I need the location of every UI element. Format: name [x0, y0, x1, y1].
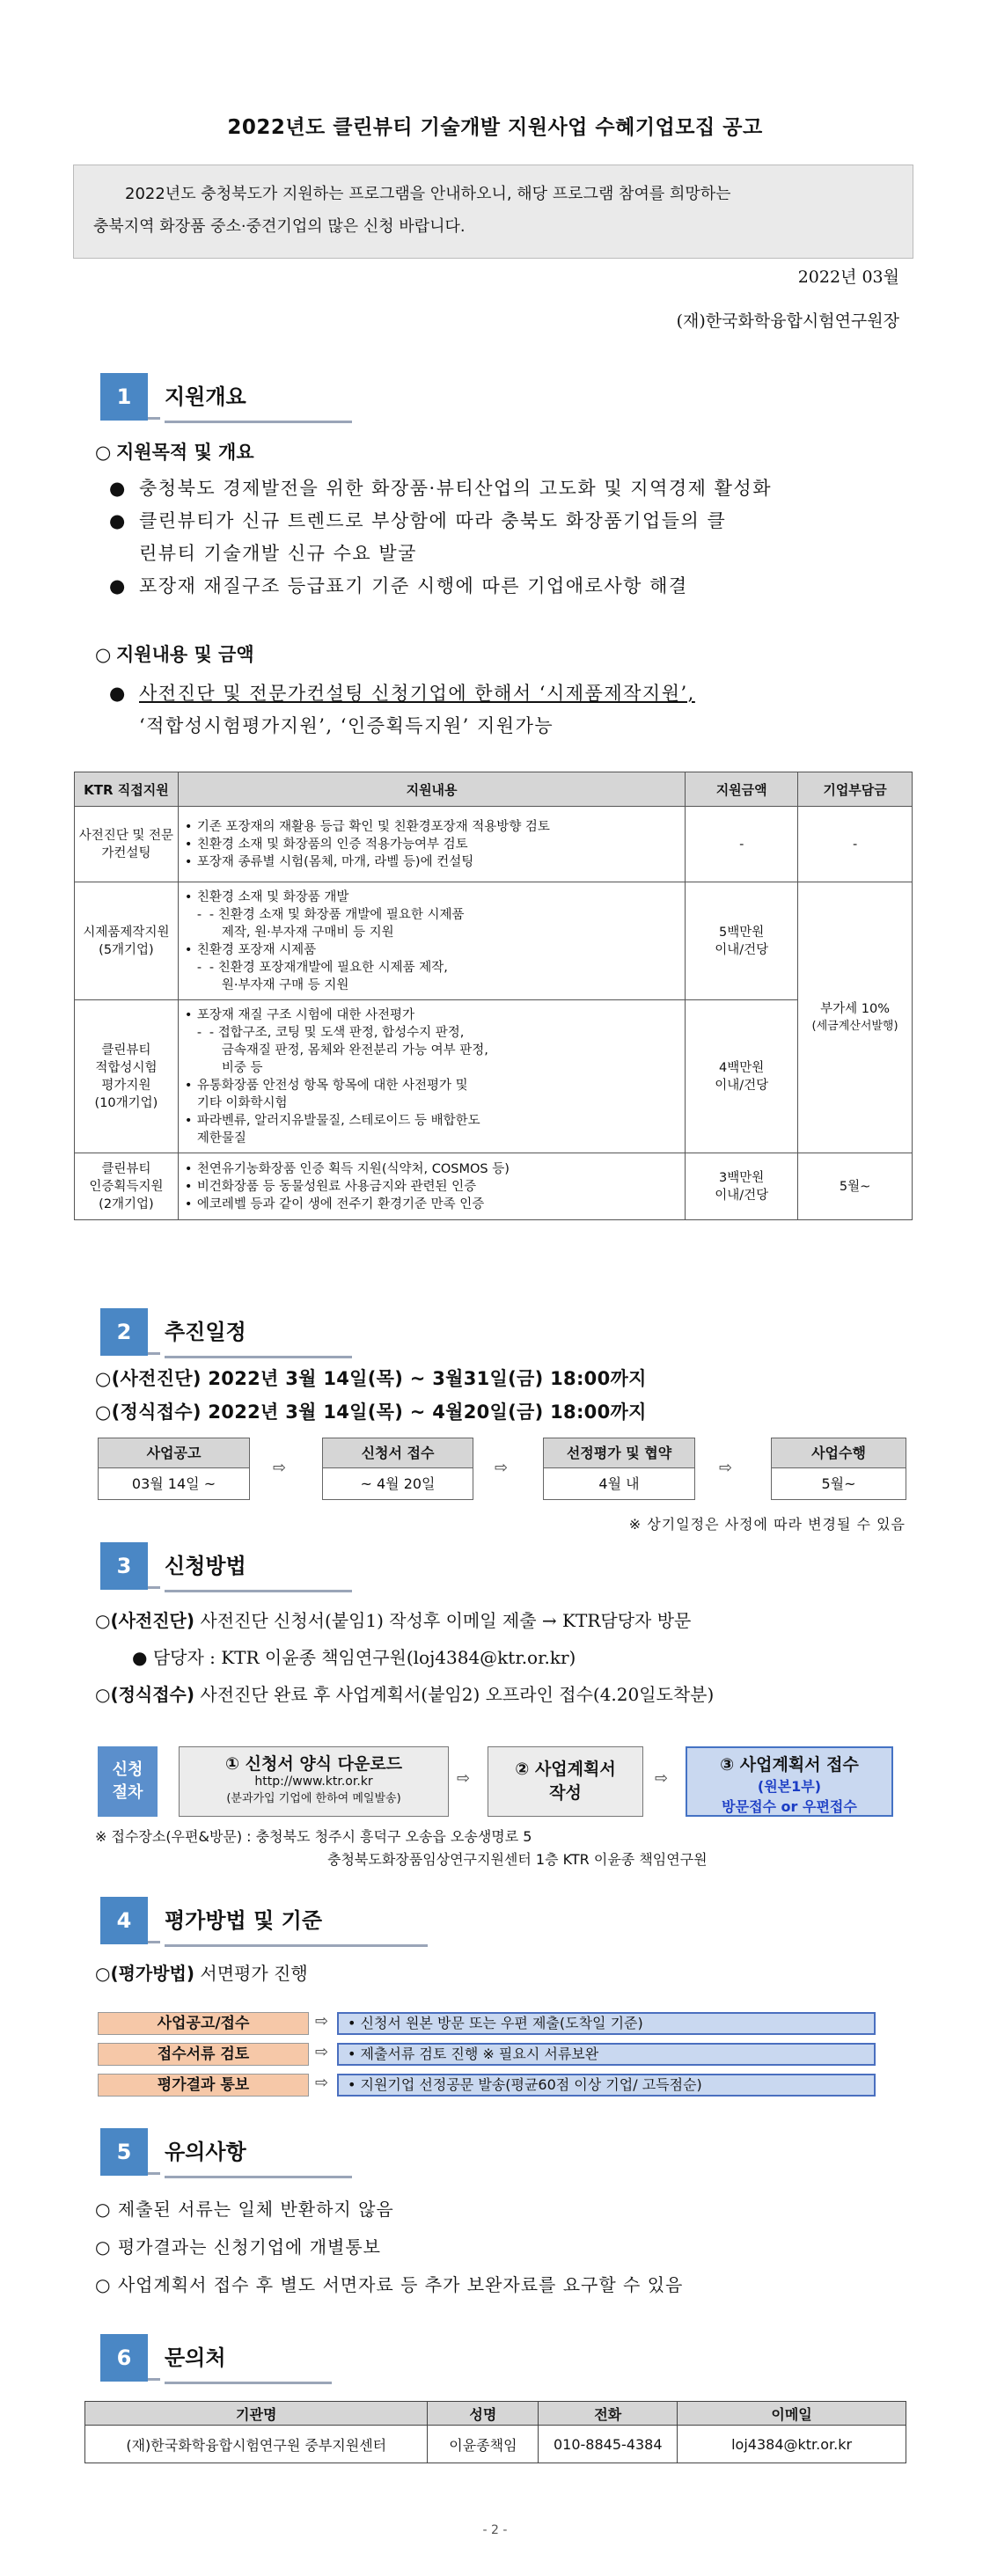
list-item: ○ 평가결과는 신청기업에 개별통보	[95, 2236, 382, 2258]
section-number: 3	[100, 1542, 148, 1590]
eval-step-desc: • 지원기업 선정공문 발송(평균60점 이상 기업/ 고득점순)	[337, 2074, 876, 2097]
schedule-pre-diagnosis: ○(사전진단) 2022년 3월 14일(목) ~ 3월31일(금) 18:00까지	[95, 1368, 647, 1389]
table-header: 전화	[539, 2402, 678, 2426]
section-label: 유의사항	[165, 2128, 352, 2178]
section-number: 2	[100, 1308, 148, 1356]
row-name: 클린뷰티 인증획득지원 (2개기업)	[75, 1153, 179, 1220]
table-header: KTR 직접지원	[75, 772, 179, 807]
section-label: 신청방법	[165, 1542, 352, 1592]
table-header-row	[75, 772, 913, 807]
eval-step-label: 접수서류 검토	[98, 2043, 309, 2066]
row-burden: -	[798, 807, 913, 882]
eval-step-desc: • 제출서류 검토 진행 ※ 필요시 서류보완	[337, 2043, 876, 2066]
table-row	[85, 2426, 906, 2463]
row-content: • 친환경 소재 및 화장품 개발 - - 친환경 소재 및 화장품 개발에 필요한 시제품 제작, 원·부자재 구매비 등 지원 • 친환경 포장재 시제품 - - 친환경 포장재개발에 필요한 시제품 제작, 원·부자재 구매 등 지원	[178, 882, 685, 1000]
section-label: 문의처	[165, 2334, 332, 2384]
support-table	[74, 772, 913, 1220]
section-3-header	[100, 1542, 540, 1590]
contact-org: (재)한국화학융합시험연구원 중부지원센터	[85, 2426, 428, 2463]
page-title: 2022년도 클린뷰티 기술개발 지원사업 수혜기업모집 공고	[227, 116, 763, 139]
row-name: 사전진단 및 전문가컨설팅	[75, 807, 179, 882]
section-5-header	[100, 2128, 540, 2176]
row-amount: 5백만원 이내/건당	[686, 882, 798, 1000]
section-number: 6	[100, 2334, 148, 2382]
arrow-icon: ⇨	[315, 2074, 329, 2092]
section-4-header	[100, 1897, 540, 1944]
table-row	[75, 882, 913, 1000]
table-header-row	[85, 2402, 906, 2426]
section-number: 5	[100, 2128, 148, 2176]
contact-phone: 010-8845-4384	[539, 2426, 678, 2463]
announcement-date: 2022년 03월	[797, 267, 899, 287]
table-header: 지원내용	[178, 772, 685, 807]
step-evaluation: 선정평가 및 협약 4월 내	[543, 1438, 695, 1500]
row-name: 시제품제작지원 (5개기업)	[75, 882, 179, 1000]
table-header: 기관명	[85, 2402, 428, 2426]
row-content: • 기존 포장재의 재활용 등급 확인 및 친환경포장재 적용방향 검토 • 친환경 소재 및 화장품의 인증 적용가능여부 검토 • 포장재 종류별 시험(몸체, 마개, 라벨 등)에 컨설팅	[178, 807, 685, 882]
step-announcement: 사업공고 03월 14일 ~	[98, 1438, 250, 1500]
flow-write-plan: ② 사업계획서 작성	[488, 1746, 643, 1817]
section-label: 지원개요	[165, 373, 352, 423]
row-burden: 부가세 10% (세금계산서발행)	[798, 882, 913, 1153]
contact-email[interactable]: loj4384@ktr.or.kr	[678, 2426, 906, 2463]
section-2-header	[100, 1308, 540, 1356]
eval-step-label: 평가결과 통보	[98, 2074, 309, 2097]
intro-box	[73, 165, 913, 259]
schedule-note: ※ 상기일정은 사정에 따라 변경될 수 있음	[628, 1516, 906, 1533]
submission-place: ※ 접수장소(우편&방문) : 충청북도 청주시 흥덕구 오송읍 오송생명로 5 충청북도화장품임상연구지원센터 1층 KTR 이윤종 책임연구원	[95, 1828, 708, 1868]
arrow-icon: ⇨	[719, 1459, 733, 1477]
contact-table	[84, 2401, 906, 2463]
section-1-header	[100, 373, 540, 421]
arrow-icon: ⇨	[315, 2043, 329, 2061]
procedure-label: 신청 절차	[98, 1746, 158, 1817]
arrow-icon: ⇨	[273, 1459, 287, 1477]
flow-submit-plan: ③ 사업계획서 접수 (원본1부) 방문접수 or 우편접수	[686, 1746, 893, 1817]
section-6-header	[100, 2334, 540, 2382]
notes-list	[95, 2191, 683, 2304]
table-row	[75, 1000, 913, 1153]
apply-pre-diagnosis: ○(사전진단) 사전진단 신청서(붙임1) 작성후 이메일 제출 → KTR담당자 방문	[95, 1610, 692, 1631]
arrow-icon: ⇨	[457, 1769, 471, 1788]
row-content: • 포장재 재질 구조 시험에 대한 사전평가 - - 접합구조, 코팅 및 도색 판정, 합성수지 판정, 금속재질 판정, 몸체와 완전분리 가능 여부 판정, 비중 등 • 유통화장품 안전성 항목 항목에 대한 사전평가 및 기타 이화학시험 • 파라벤류, 알러지유발물질, 스테로이드 등 배합한도 제한물질	[178, 1000, 685, 1153]
section-number: 1	[100, 373, 148, 421]
apply-formal: ○(정식접수) 사전진단 완료 후 사업계획서(붙임2) 오프라인 접수(4.20일도착분)	[95, 1684, 715, 1705]
section-label: 평가방법 및 기준	[165, 1897, 428, 1947]
row-amount: 4백만원 이내/건당	[686, 1000, 798, 1153]
arrow-icon: ⇨	[315, 2012, 329, 2031]
bullet-content: ● 사전진단 및 전문가컨설팅 신청기업에 한해서 ‘시제품제작지원’, ‘적합성시험평가지원’, ‘인증획득지원’ 지원가능	[109, 683, 695, 736]
intro-line-2: 충북지역 화장품 중소·중견기업의 많은 신청 바랍니다.	[93, 217, 466, 236]
section-label: 추진일정	[165, 1308, 352, 1358]
eval-step-desc: • 신청서 원본 방문 또는 우편 제출(도착일 기준)	[337, 2012, 876, 2035]
arrow-icon: ⇨	[495, 1459, 509, 1477]
step-execution: 사업수행 5월~	[771, 1438, 906, 1500]
flow-download: ① 신청서 양식 다운로드 http://www.ktr.or.kr (분과가입 기업에 한하여 메일발송)	[179, 1746, 449, 1817]
table-header: 이메일	[678, 2402, 906, 2426]
step-application: 신청서 접수 ~ 4월 20일	[322, 1438, 473, 1500]
table-header: 지원금액	[686, 772, 798, 807]
issuer: (재)한국화학융합시험연구원장	[676, 311, 899, 331]
row-name: 클린뷰티 적합성시험 평가지원 (10개기업)	[75, 1000, 179, 1153]
intro-line-1: 2022년도 충청북도가 지원하는 프로그램을 안내하오니, 해당 프로그램 참여를 희망하는	[125, 185, 731, 203]
table-header: 성명	[428, 2402, 539, 2426]
table-header: 기업부담금	[798, 772, 913, 807]
contact-name: 이윤종책임	[428, 2426, 539, 2463]
evaluation-method: ○(평가방법) 서면평가 진행	[95, 1963, 308, 1984]
table-row	[75, 1153, 913, 1220]
row-amount: -	[686, 807, 798, 882]
table-row	[75, 807, 913, 882]
schedule-formal-submission: ○(정식접수) 2022년 3월 14일(목) ~ 4월20일(금) 18:00까지	[95, 1401, 647, 1423]
row-content: • 천연유기농화장품 인증 획득 지원(식약처, COSMOS 등) • 비건화장품 등 동물성원료 사용금지와 관련된 인증 • 에코레벨 등과 같이 생에 전주기 환경기준 만족 인증	[178, 1153, 685, 1220]
subheading-purpose: ○ 지원목적 및 개요	[95, 442, 254, 463]
arrow-icon: ⇨	[655, 1769, 669, 1788]
apply-contact: ● 담당자 : KTR 이윤종 책임연구원(loj4384@ktr.or.kr)	[132, 1647, 576, 1668]
bullet-list-purpose: ● 충청북도 경제발전을 위한 화장품·뷰티산업의 고도화 및 지역경제 활성화 ● 클린뷰티가 신규 트렌드로 부상함에 따라 충북도 화장품기업들의 클 린뷰티 기술개발 신규 수요 발굴 ● 포장재 재질구조 등급표기 기준 시행에 따른 기업애로사항 해결	[109, 478, 772, 596]
list-item: ○ 제출된 서류는 일체 반환하지 않음	[95, 2199, 394, 2220]
subheading-content: ○ 지원내용 및 금액	[95, 644, 254, 665]
section-number: 4	[100, 1897, 148, 1944]
page-number: - 2 -	[482, 2523, 508, 2537]
row-burden: 5월~	[798, 1153, 913, 1220]
row-amount: 3백만원 이내/건당	[686, 1153, 798, 1220]
eval-step-label: 사업공고/접수	[98, 2012, 309, 2035]
list-item: ○ 사업계획서 접수 후 별도 서면자료 등 추가 보완자료를 요구할 수 있음	[95, 2274, 684, 2295]
